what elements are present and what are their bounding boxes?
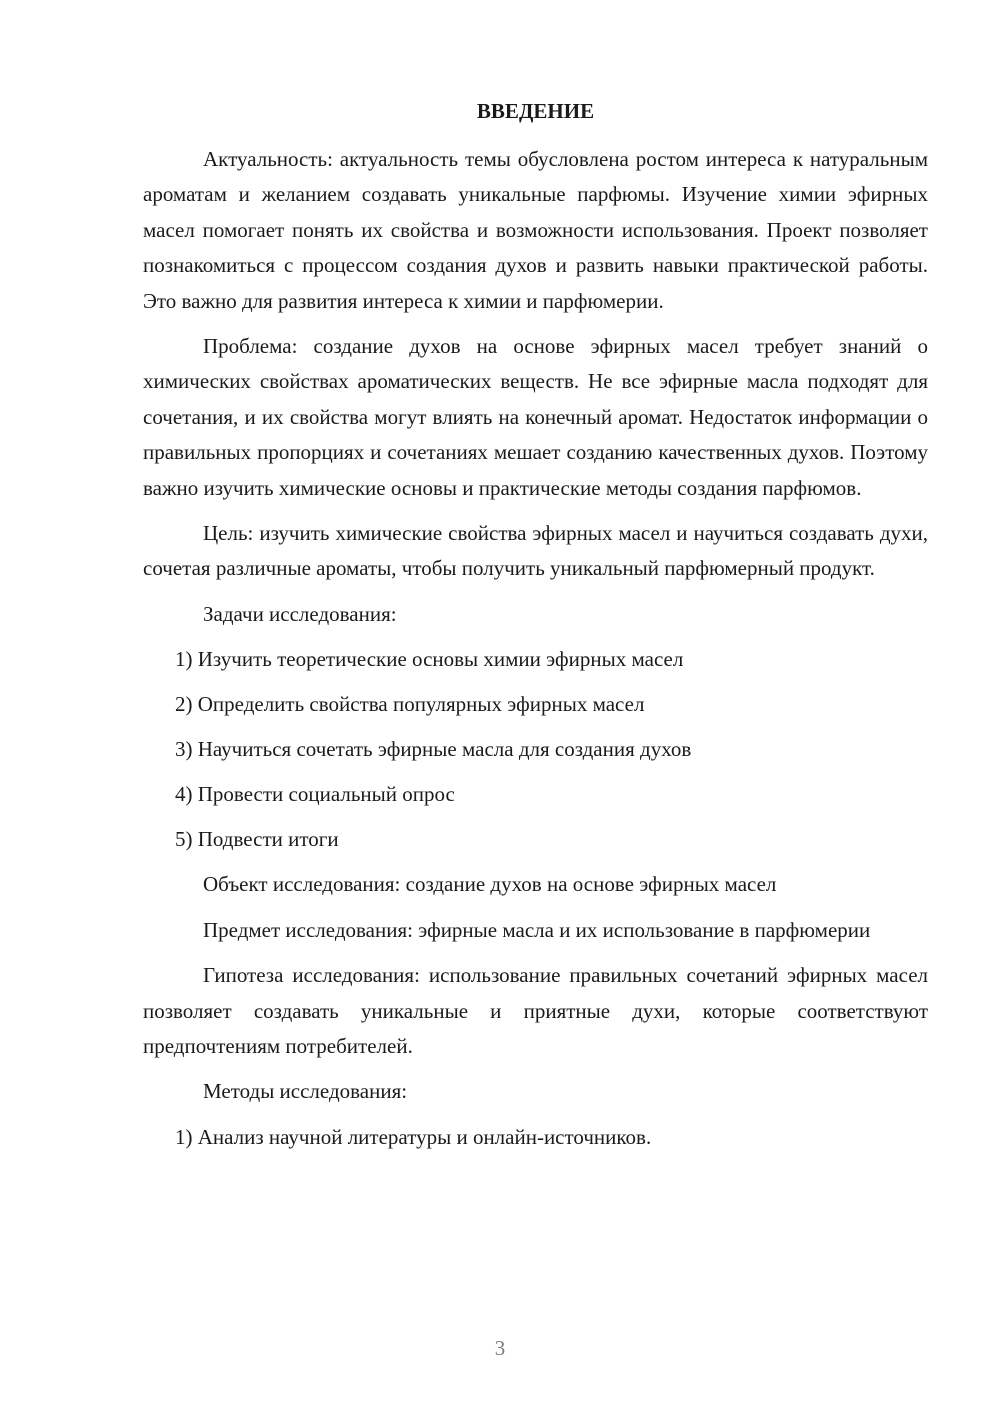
page-number: 3: [494, 1336, 506, 1360]
document-page: [143, 96, 928, 1165]
hypothesis-paragraph: Гипотеза исследования: использование правильных сочетаний эфирных масел позволяет создавать уникальные и приятные духи, которые соответствуют предпочтениям потребителей.: [143, 963, 928, 1058]
methods-list: [143, 1120, 928, 1155]
task-item: 1) Изучить теоретические основы химии эфирных масел: [175, 647, 684, 672]
task-item: 3) Научиться сочетать эфирные масла для создания духов: [175, 737, 692, 762]
task-item: 5) Подвести итоги: [175, 827, 339, 852]
tasks-heading: Задачи исследования:: [203, 601, 397, 626]
problem-paragraph: Проблема: создание духов на основе эфирных масел требует знаний о химических свойствах ароматических веществ. Не все эфирные масла подходят для сочетания, и их свойства могут влиять на конечный аромат. Недостаток информации о правильных пропорциях и сочетаниях мешает созданию качественных духов. Поэтому важно изучить химические основы и практические методы создания парфюмов.: [143, 334, 928, 500]
method-item: 1) Анализ научной литературы и онлайн-источников.: [175, 1124, 652, 1149]
object-paragraph: Объект исследования: создание духов на основе эфирных масел: [203, 872, 777, 897]
tasks-list: [143, 642, 928, 857]
subject-paragraph: Предмет исследования: эфирные масла и их использование в парфюмерии: [203, 917, 871, 942]
goal-paragraph: Цель: изучить химические свойства эфирных масел и научиться создавать духи, сочетая различные ароматы, чтобы получить уникальный парфюмерный продукт.: [143, 521, 928, 581]
section-title: ВВЕДЕНИЕ: [476, 99, 595, 123]
task-item: 2) Определить свойства популярных эфирных масел: [175, 692, 645, 717]
task-item: 4) Провести социальный опрос: [175, 782, 455, 807]
relevance-paragraph: Актуальность: актуальность темы обусловлена ростом интереса к натуральным ароматам и желанием создавать уникальные парфюмы. Изучение химии эфирных масел помогает понять их свойства и возможности использования. Проект позволяет познакомиться с процессом создания духов и развить навыки практической работы. Это важно для развития интереса к химии и парфюмерии.: [143, 147, 928, 313]
methods-heading: Методы исследования:: [203, 1079, 408, 1104]
